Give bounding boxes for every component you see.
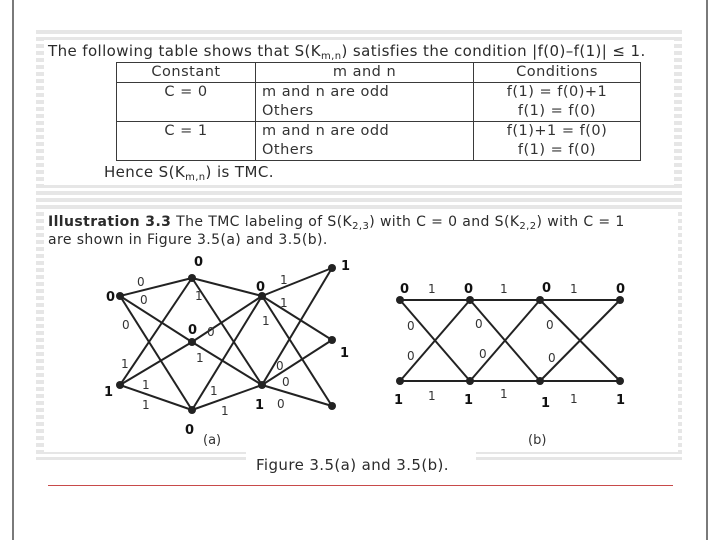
vertex-label: 0 [194,255,204,270]
edge-label: 0 [276,359,284,373]
edge [120,296,192,410]
vertex [188,406,196,414]
cell-mn-line: m and n are odd [262,84,390,100]
illustration-heading: Illustration 3.3 [48,214,172,230]
edge [262,296,332,406]
cell-conditions [474,83,641,122]
header-conditions: Conditions [474,63,641,83]
edge [120,342,192,385]
edge-label: 0 [277,397,285,411]
cell-constant: C = 1 [117,122,256,161]
vertex-label: 0 [106,290,116,305]
cell-mn-line: Others [262,103,314,119]
conditions-table [116,62,641,161]
cell-constant: C = 0 [117,83,256,122]
figure-a-caption: (a) [203,433,222,448]
edge-label: 1 [196,351,204,365]
vertex [188,338,196,346]
slide-left-border [12,0,14,540]
figure-a-graph [95,250,365,450]
edge-label: 1 [121,357,129,371]
vertex [258,381,266,389]
vertex-label: 1 [341,259,351,274]
vertex-label: 0 [400,282,410,297]
table-header-row [117,63,641,83]
intro-sentence: The following table shows that $S(K_{m,n})$ satisfies the condition |f(0)–f(1)| ≤ 1. [48,42,646,62]
table-row [117,83,641,122]
vertex [616,377,624,385]
edge-label: 1 [280,273,288,287]
vertex [536,377,544,385]
cell-condition-line: f(1)+1 = f(0) [506,123,608,139]
figure-b-caption: (b) [528,433,547,448]
vertex [328,336,336,344]
vertex [188,274,196,282]
edge [262,340,332,385]
edge [262,296,332,340]
vertex [396,296,404,304]
vertex-label: 0 [256,280,266,295]
vertex-label: 1 [541,396,551,411]
edge-label: 1 [210,384,218,398]
slide-right-border [706,0,708,540]
edge-label: 0 [479,347,487,361]
edge-label: 0 [207,325,215,339]
edge-label: 1 [428,389,436,403]
header-constant: Constant [117,63,256,83]
edge-label: 1 [428,282,436,296]
cell-mn-line: Others [262,142,314,158]
cell-condition-line: f(1) = f(0) [517,142,597,158]
edge-label: 1 [570,392,578,406]
edge-label: 0 [475,317,483,331]
figure-b-graph [385,270,645,450]
figure-caption: Figure 3.5(a) and 3.5(b). [256,456,449,474]
edge-label: 0 [282,375,290,389]
edge [262,268,332,385]
edge-label: 0 [407,349,415,363]
conclusion-sentence: Hence $S(K_{m,n})$ is TMC. [104,163,274,183]
edge-label: 1 [500,282,508,296]
edge-label: 1 [142,398,150,412]
edge [120,385,192,410]
vertex [616,296,624,304]
edge-label: 0 [546,318,554,332]
vertex-label: 1 [340,346,350,361]
edge-label: 1 [570,282,578,296]
vertex-label: 0 [616,282,626,297]
vertex [466,377,474,385]
cell-conditions [474,122,641,161]
cell-condition-line: f(1) = f(0)+1 [506,84,608,100]
illustration-line-1: Illustration 3.3 The TMC labeling of $S(K_{2,3})$ with C = 0 and $S(K_{2,2})$ with C = 1 [48,214,625,232]
figure-a-edges [120,268,332,410]
header-mn: m and n [256,63,474,83]
cell-mn [256,83,474,122]
vertex-label: 1 [255,398,265,413]
vertex [328,264,336,272]
illustration-line-2: are shown in Figure 3.5(a) and 3.5(b). [48,232,328,248]
vertex [116,292,124,300]
vertex [396,377,404,385]
vertex [328,402,336,410]
edge [262,268,332,296]
edge-label: 1 [195,289,203,303]
vertex [536,296,544,304]
cell-mn [256,122,474,161]
vertex-label: 0 [542,281,552,296]
edge-label: 1 [262,314,270,328]
edge [120,296,192,342]
vertex-label: 0 [464,282,474,297]
vertex [466,296,474,304]
vertex-label: 1 [104,385,114,400]
edge-label: 0 [137,275,145,289]
table-row [117,122,641,161]
edge-label: 0 [407,319,415,333]
edge-label: 1 [142,378,150,392]
edge-label: 0 [140,293,148,307]
edge-label: 1 [221,404,229,418]
edge-label: 0 [548,351,556,365]
edge-label: 1 [280,296,288,310]
edge-label: 1 [500,387,508,401]
figure-b-vertices [396,296,624,385]
edge-label: 0 [122,318,130,332]
footer-rule [48,485,673,486]
cell-mn-line: m and n are odd [262,123,390,139]
vertex [116,381,124,389]
cell-condition-line: f(1) = f(0) [517,103,597,119]
vertex-label: 0 [188,323,198,338]
vertex-label: 1 [394,393,404,408]
vertex-label: 1 [616,393,626,408]
vertex-label: 0 [185,423,195,438]
figure-b-edges [400,300,620,381]
vertex-label: 1 [464,393,474,408]
